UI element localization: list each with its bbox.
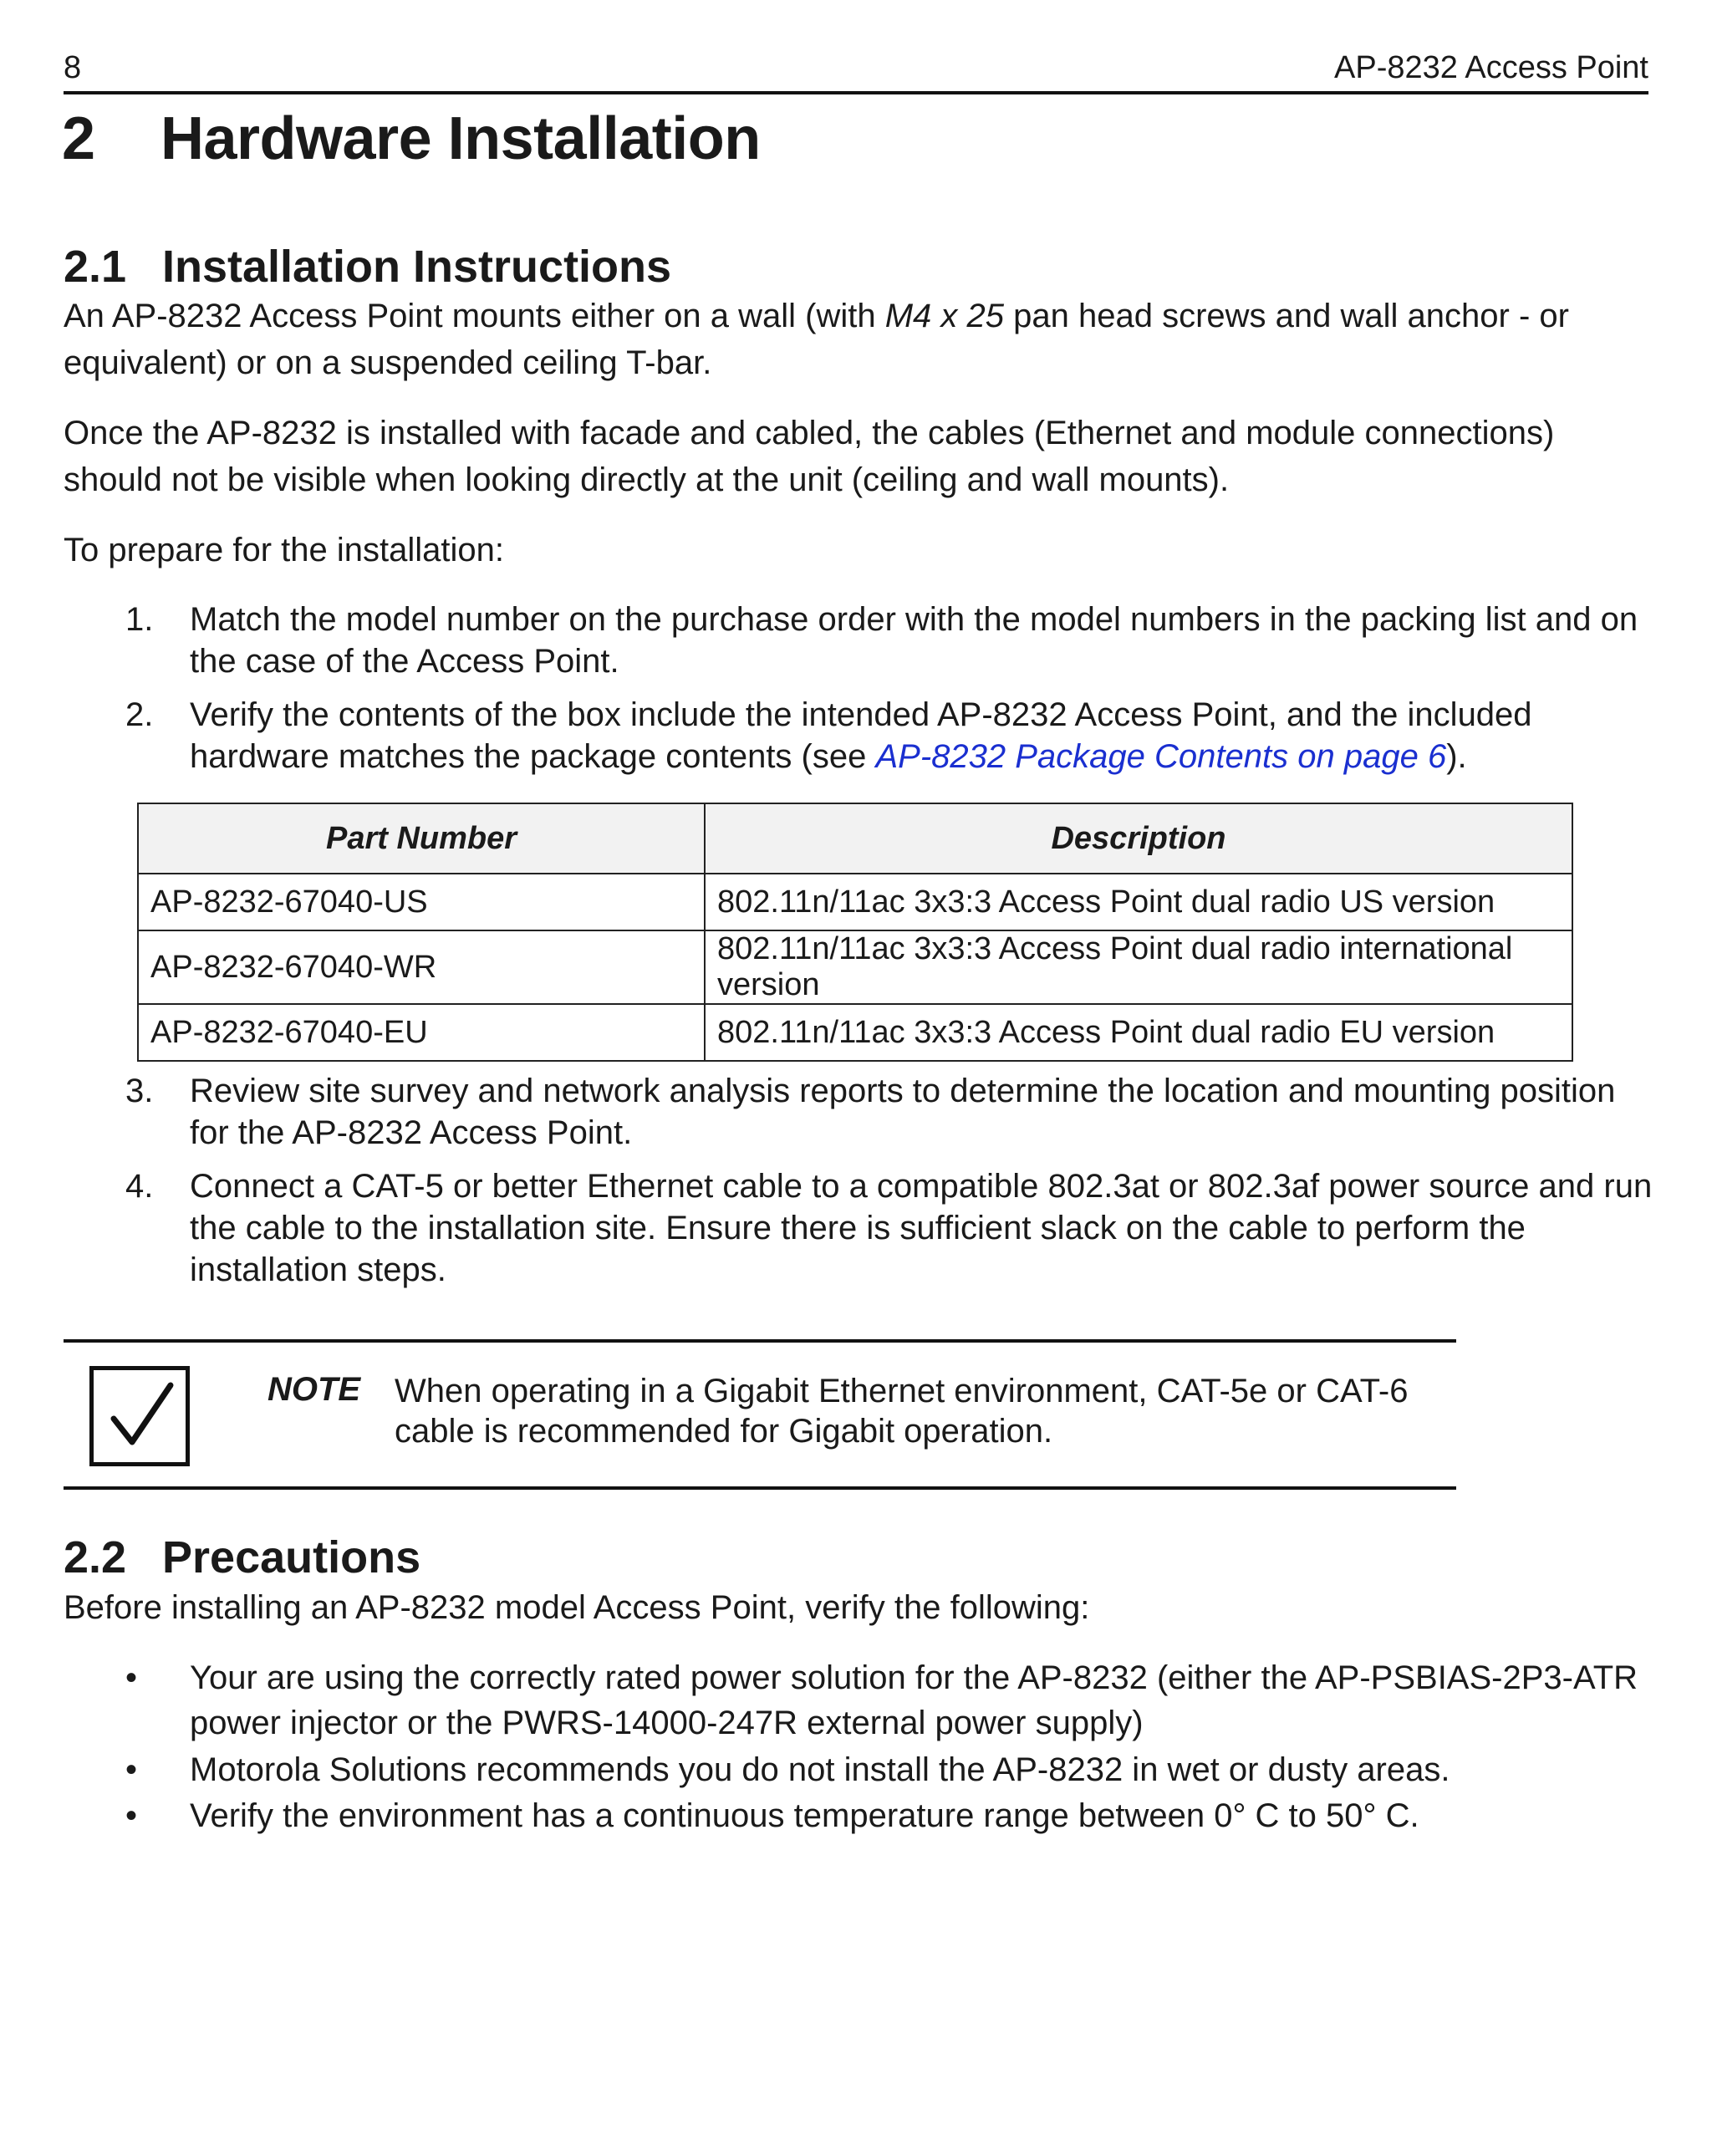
bullet-icon: •: [125, 1797, 138, 1834]
checkmark-icon: [89, 1366, 190, 1466]
part-number-cell: AP-8232-67040-US: [138, 874, 705, 930]
precaution-item: [125, 1747, 1655, 1792]
intro-paragraph: [64, 293, 1652, 386]
step-text: Match the model number on the purchase order with the model numbers in the packing list and on the case of the Access Point.: [190, 601, 1638, 680]
bullet-text: Verify the environment has a continuous temperature range between 0° C to 50° C.: [190, 1797, 1419, 1834]
description-cell: 802.11n/11ac 3x3:3 Access Point dual radio EU version: [705, 1004, 1572, 1061]
table-row: [138, 930, 1572, 1004]
step-text: [190, 694, 1655, 777]
chapter-number: 2: [62, 105, 95, 172]
prepare-paragraph: To prepare for the installation:: [64, 532, 504, 568]
step-text: Review site survey and network analysis reports to determine the location and mounting position for the AP-8232 Access Point.: [190, 1073, 1616, 1151]
intro-text-continued: pan head screws and wall anchor - or equivalent) or on a suspended ceiling T-bar.: [64, 298, 1569, 381]
chapter-title: [62, 104, 761, 173]
column-header-part-number: Part Number: [138, 803, 705, 874]
bullet-text: Your are using the correctly rated power solution for the AP-8232 (either the AP-PSBIAS-2P3-ATR power injector or the PWRS-14000-247R external power supply): [190, 1659, 1638, 1741]
note-label: NOTE: [268, 1371, 361, 1408]
cabling-paragraph: Once the AP-8232 is installed with facade and cabled, the cables (Ethernet and module connections) should not be visible when looking directly at the unit (ceiling and wall mounts).: [64, 415, 1555, 498]
intro-text: An AP-8232 Access Point mounts either on a wall (with: [64, 298, 885, 334]
chapter-heading: Hardware Installation: [160, 105, 761, 172]
section-title-installation: [64, 241, 671, 293]
document-title: AP-8232 Access Point: [1334, 50, 1648, 85]
section-number: 2.2: [64, 1532, 127, 1583]
table-row: [138, 1004, 1572, 1061]
description-cell: 802.11n/11ac 3x3:3 Access Point dual radio international version: [705, 930, 1572, 1004]
step-marker: 3.: [125, 1073, 154, 1109]
step-text: Connect a CAT-5 or better Ethernet cable to a compatible 802.3at or 802.3af power source and run the cable to the installation site. Ensure there is sufficient slack on the cable to perform the installation steps.: [190, 1168, 1653, 1288]
step-4: [125, 1165, 1655, 1291]
bullet-icon: •: [125, 1659, 138, 1696]
bullet-text: Motorola Solutions recommends you do not install the AP-8232 in wet or dusty areas.: [190, 1751, 1450, 1788]
bullet-icon: •: [125, 1751, 138, 1788]
package-contents-link[interactable]: AP-8232 Package Contents on page 6: [875, 738, 1447, 775]
precautions-intro: Before installing an AP-8232 model Access Point, verify the following:: [64, 1589, 1090, 1626]
page-number: 8: [64, 50, 82, 85]
step-2: [125, 694, 1655, 777]
section-heading: Precautions: [162, 1532, 421, 1583]
step-text-after: ).: [1446, 738, 1467, 775]
step-marker: 4.: [125, 1168, 154, 1205]
screw-spec: M4 x 25: [884, 298, 1005, 334]
part-number-cell: AP-8232-67040-EU: [138, 1004, 705, 1061]
step-text-before: Verify the contents of the box include the intended AP-8232 Access Point, and the included hardware matches the package contents (see: [190, 696, 1532, 775]
note-bottom-rule: [64, 1486, 1456, 1490]
step-1: [125, 599, 1655, 682]
parts-table: [137, 803, 1573, 1062]
section-number: 2.1: [64, 242, 127, 292]
note-text: When operating in a Gigabit Ethernet environment, CAT-5e or CAT-6 cable is recommended for Gigabit operation.: [395, 1373, 1409, 1450]
table-row: [138, 874, 1572, 930]
note-top-rule: [64, 1339, 1456, 1343]
column-header-description: Description: [705, 803, 1572, 874]
step-marker: 1.: [125, 601, 154, 638]
step-marker: 2.: [125, 696, 154, 733]
checkmark-glyph: [94, 1370, 186, 1462]
running-header: [64, 50, 1648, 94]
table-header-row: [138, 803, 1572, 874]
section-heading: Installation Instructions: [162, 242, 672, 292]
step-3: [125, 1070, 1655, 1154]
part-number-cell: AP-8232-67040-WR: [138, 930, 705, 1004]
precaution-item: [125, 1793, 1655, 1838]
section-title-precautions: [64, 1532, 420, 1583]
precaution-item: [125, 1655, 1655, 1746]
description-cell: 802.11n/11ac 3x3:3 Access Point dual radio US version: [705, 874, 1572, 930]
